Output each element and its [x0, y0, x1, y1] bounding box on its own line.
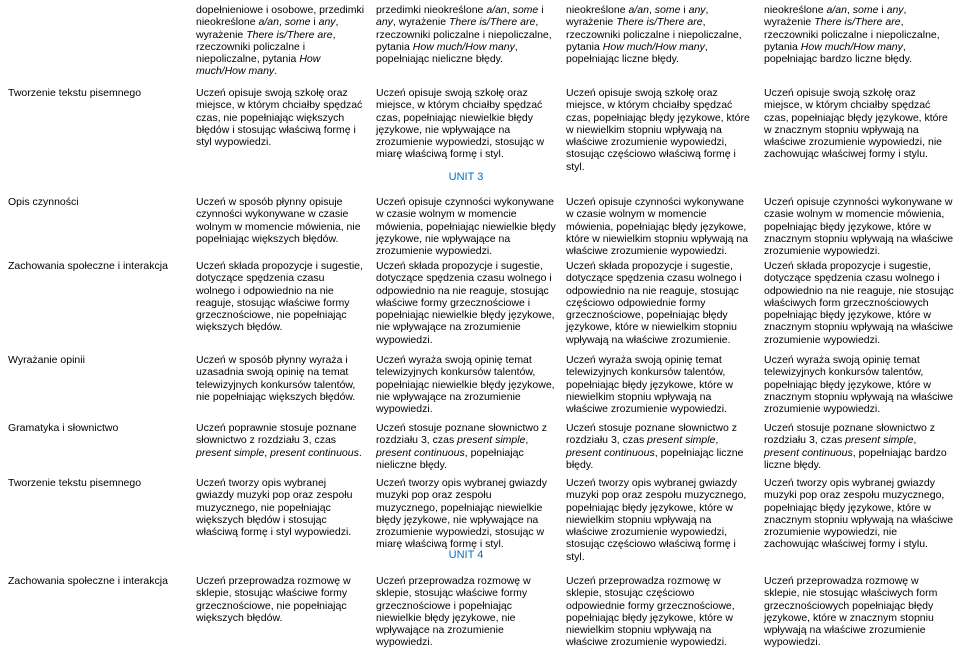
grammar-3-grade-good: Uczeń stosuje poznane słownictwo z rozdziału 3, czas present simple, present continuous, popełniając nieliczne błędy. — [376, 422, 548, 471]
social-3-grade-excellent: Uczeń składa propozycje i sugestie, dotyczące spędzenia czasu wolnego i odpowiednio na nie reaguje, stosując właściwe formy grzecznościowe, nie popełniając większych błędów. — [196, 260, 363, 334]
grammar-3-grade-satisfactory: Uczeń stosuje poznane słownictwo z rozdziału 3, czas present simple, present continuous, popełniając liczne błędy. — [566, 422, 744, 471]
opinion-3-skill-label: Wyrażanie opinii — [8, 354, 85, 366]
grammar-top-grade-satisfactory: nieokreślone a/an, some i any, wyrażenie There is/There are, rzeczowniki policzalne i niepoliczalne, pytania How much/How many, popełniając liczne błędy. — [566, 4, 742, 66]
social-4-skill-label: Zachowania społeczne i interakcja — [8, 575, 168, 587]
opinion-3-grade-sufficient: Uczeń wyraża swoją opinię temat telewizyjnych konkursów talentów, popełniając błędy językowe, które w znacznym stopniu wpływają na właściwe zrozumienie wypowiedzi. — [764, 354, 954, 416]
activities-3-grade-satisfactory: Uczeń opisuje czynności wykonywane w czasie wolnym w momencie mówienia, popełniając błędy językowe, które w niewielkim stopniu wpływają na właściwe zrozumienie wypowiedzi. — [566, 196, 749, 258]
social-3-grade-sufficient: Uczeń składa propozycje i sugestie, dotyczące spędzenia czasu wolnego i odpowiednio na nie reaguje, nie stosując właściwych form grzecznościowych popełniając błędy językowe, które w znacznym stopniu wpływają na właściwe zrozumienie wypowiedzi. — [764, 260, 954, 346]
writing-3-skill-label: Tworzenie tekstu pisemnego — [8, 477, 142, 489]
social-4-grade-good: Uczeń przeprowadza rozmowę w sklepie, stosując właściwe formy grzecznościowe i popełniając niewielkie błędy językowe, nie wpływające na zrozumienie wypowiedzi. — [376, 575, 531, 649]
writing-1-skill-label: Tworzenie tekstu pisemnego — [8, 87, 142, 99]
opinion-3-grade-satisfactory: Uczeń wyraża swoją opinię temat telewizyjnych konkursów talentów, popełniając błędy językowe, które w niewielkim stopniu wpływają na właściwe zrozumienie wypowiedzi. — [566, 354, 733, 416]
activities-3-grade-excellent: Uczeń w sposób płynny opisuje czynności wykonywane w czasie wolnym w momencie mówienia, nie popełniając większych błędów. — [196, 196, 361, 245]
activities-3-grade-sufficient: Uczeń opisuje czynności wykonywane w czasie wolnym w momencie mówienia, popełniając błędy językowe, które w znacznym stopniu wpływają na właściwe zrozumienie wypowiedzi. — [764, 196, 954, 258]
unit-heading: UNIT 4 — [448, 549, 484, 561]
writing-1-grade-excellent: Uczeń opisuje swoją szkołę oraz miejsce, w którym chciałby spędzać czas, nie popełniając większych błędów i stosując właściwą formę i styl wypowiedzi. — [196, 87, 363, 149]
social-4-grade-sufficient: Uczeń przeprowadza rozmowę w sklepie, nie stosując właściwych form grzecznościowych popełniając błędy językowe, które w znacznym stopniu wpływają na właściwe zrozumienie wypowiedzi. — [764, 575, 938, 649]
grammar-top-grade-excellent: dopełnieniowe i osobowe, przedimki nieokreślone a/an, some i any, wyrażenie There is/There are, rzeczowniki policzalne i niepoliczalne, pytania How much/How many. — [196, 4, 365, 78]
grammar-3-skill-label: Gramatyka i słownictwo — [8, 422, 119, 434]
writing-3-grade-satisfactory: Uczeń tworzy opis wybranej gwiazdy muzyki pop oraz zespołu muzycznego, popełniając błędy językowe, które w niewielkim stopniu wpływają na właściwe zrozumienie wypowiedzi, stosując częściowo właściwą formę i styl. — [566, 477, 747, 563]
opinion-3-grade-excellent: Uczeń w sposób płynny wyraża i uzasadnia swoją opinię na temat telewizyjnych konkursów talentów, nie popełniając większych błędów. — [196, 354, 356, 403]
grammar-top-grade-good: przedimki nieokreślone a/an, some i any, wyrażenie There is/There are, rzeczowniki policzalne i niepoliczalne, pytania How much/How many, popełniając nieliczne błędy. — [376, 4, 552, 66]
grammar-3-grade-sufficient: Uczeń stosuje poznane słownictwo z rozdziału 3, czas present simple, present continuous, popełniając bardzo liczne błędy. — [764, 422, 947, 471]
social-3-grade-satisfactory: Uczeń składa propozycje i sugestie, dotyczące spędzenia czasu wolnego i odpowiednio na nie reaguje, stosując częściowo odpowiednie formy grzecznościowe, popełniając błędy językowe, które w niewielkim stopniu wpływają na właściwe zrozumienie. — [566, 260, 742, 346]
writing-1-grade-sufficient: Uczeń opisuje swoją szkołę oraz miejsce, w którym chciałby spędzać czas, popełniając błędy językowe, które w znacznym stopniu wpływają na właściwe zrozumienie wypowiedzi, nie zachowując właściwej formy i stylu. — [764, 87, 948, 161]
social-4-grade-satisfactory: Uczeń przeprowadza rozmowę w sklepie, stosując częściowo odpowiednie formy grzecznościowe, popełniając błędy językowe, które w niewielkim stopniu wpływają na właściwe zrozumienie wypowiedzi. — [566, 575, 735, 649]
opinion-3-grade-good: Uczeń wyraża swoją opinię temat telewizyjnych konkursów talentów, popełniając niewielkie błędy językowe, nie wpływające na zrozumienie wypowiedzi. — [376, 354, 555, 416]
writing-1-grade-good: Uczeń opisuje swoją szkołę oraz miejsce, w którym chciałby spędzać czas, popełniając niewielkie błędy językowe, nie wpływające na zrozumienie wypowiedzi, stosując w miarę właściwą formę i styl. — [376, 87, 545, 161]
unit-heading: UNIT 3 — [448, 171, 484, 183]
grammar-3-grade-excellent: Uczeń poprawnie stosuje poznane słownictwo z rozdziału 3, czas present simple, present continuous. — [196, 422, 362, 459]
social-3-skill-label: Zachowania społeczne i interakcja — [8, 260, 168, 272]
social-4-grade-excellent: Uczeń przeprowadza rozmowę w sklepie, stosując właściwe formy grzecznościowe, nie popełniając większych błędów. — [196, 575, 351, 624]
writing-1-grade-satisfactory: Uczeń opisuje swoją szkołę oraz miejsce, w którym chciałby spędzać czas, popełniając błędy językowe, które w niewielkim stopniu wpływają na właściwe zrozumienie wypowiedzi, stosując częściowo właściwą formę i styl. — [566, 87, 750, 173]
writing-3-grade-excellent: Uczeń tworzy opis wybranej gwiazdy muzyki pop oraz zespołu muzycznego, nie popełniając większych błędów i stosując właściwą formę i styl wypowiedzi. — [196, 477, 353, 539]
activities-3-skill-label: Opis czynności — [8, 196, 79, 208]
grammar-top-grade-sufficient: nieokreślone a/an, some i any, wyrażenie There is/There are, rzeczowniki policzalne i niepoliczalne, pytania How much/How many, popełniając bardzo liczne błędy. — [764, 4, 940, 66]
social-3-grade-good: Uczeń składa propozycje i sugestie, dotyczące spędzenia czasu wolnego i odpowiednio na nie reaguje, stosując właściwe formy grzecznościowe i popełniając niewielkie błędy językowe, nie wpływające na zrozumienie wypowiedzi. — [376, 260, 555, 346]
writing-3-grade-sufficient: Uczeń tworzy opis wybranej gwiazdy muzyki pop oraz zespołu muzycznego, popełniając błędy językowe, które w znacznym stopniu wpływają na właściwe zrozumienie wypowiedzi, nie zachowując właściwej formy i stylu. — [764, 477, 954, 551]
activities-3-grade-good: Uczeń opisuje czynności wykonywane w czasie wolnym w momencie mówienia, popełniając niewielkie błędy językowe, nie wpływające na zrozumienie wypowiedzi. — [376, 196, 556, 258]
writing-3-grade-good: Uczeń tworzy opis wybranej gwiazdy muzyki pop oraz zespołu muzycznego, popełniając niewielkie błędy językowe, nie wpływające na zrozumienie wypowiedzi, stosując w miarę właściwą formę i styl. — [376, 477, 547, 551]
